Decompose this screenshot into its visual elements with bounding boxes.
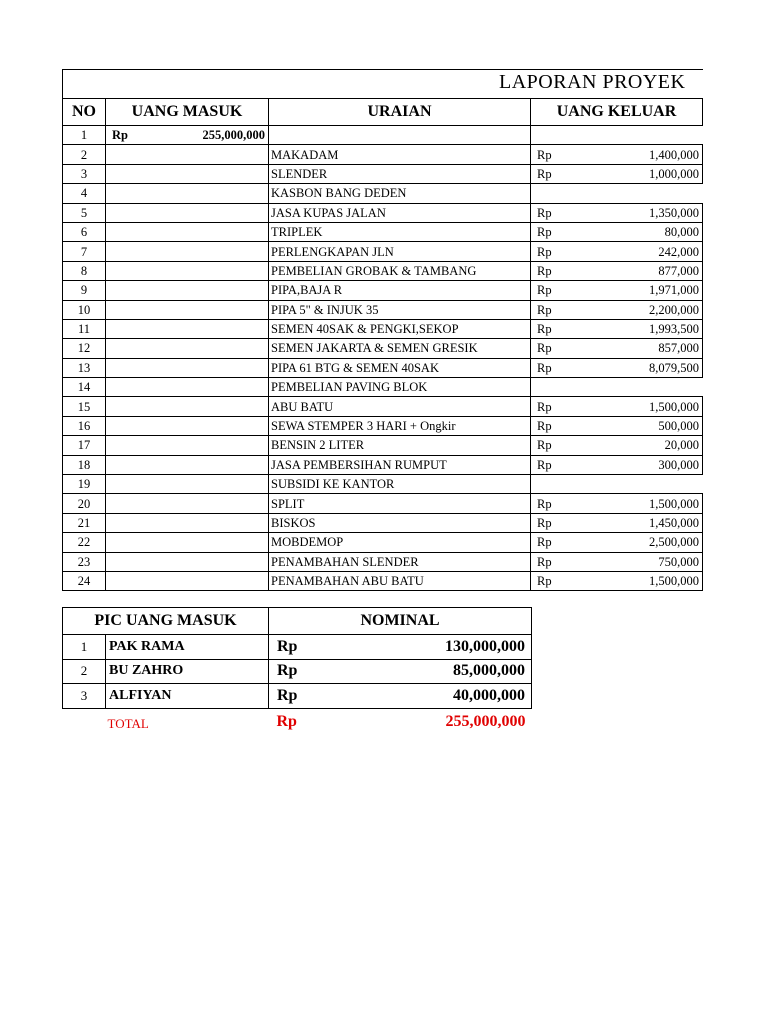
- cell-no[interactable]: 3: [63, 164, 106, 183]
- header-nominal[interactable]: NOMINAL: [269, 608, 532, 635]
- currency-label: Rp: [537, 535, 552, 550]
- cell-uraian[interactable]: TRIPLEK: [269, 222, 531, 241]
- currency-label: Rp: [537, 283, 552, 298]
- total-amount-cell[interactable]: [269, 708, 532, 736]
- cell-uang-masuk[interactable]: [106, 358, 269, 377]
- currency-label: Rp: [537, 419, 552, 434]
- cell-uang-masuk[interactable]: [106, 436, 269, 455]
- amount-out: 1,971,000: [649, 283, 699, 298]
- pic-amount-cell[interactable]: [269, 659, 532, 684]
- header-uang-masuk[interactable]: UANG MASUK: [106, 99, 269, 126]
- cell-uang-keluar[interactable]: [531, 436, 703, 455]
- cell-uang-keluar[interactable]: [531, 300, 703, 319]
- cell-no[interactable]: 21: [63, 513, 106, 532]
- amount-out: 1,000,000: [649, 166, 699, 181]
- pic-amount: 40,000,000: [453, 686, 525, 704]
- cell-uraian[interactable]: PEMBELIAN GROBAK & TAMBANG: [269, 261, 531, 280]
- cell-no[interactable]: 11: [63, 319, 106, 338]
- amount-out: 500,000: [658, 419, 699, 434]
- cell-uraian[interactable]: ABU BATU: [269, 397, 531, 416]
- currency-label: Rp: [537, 457, 552, 472]
- pic-no[interactable]: 3: [63, 684, 106, 709]
- total-label-cell[interactable]: [63, 708, 269, 736]
- amount-out: 8,079,500: [649, 360, 699, 375]
- cell-uang-masuk[interactable]: [106, 300, 269, 319]
- table-row: [63, 319, 703, 338]
- currency-label: Rp: [537, 225, 552, 240]
- cell-uang-keluar[interactable]: [531, 475, 703, 494]
- currency-label: Rp: [537, 205, 552, 220]
- cell-uang-keluar[interactable]: [531, 126, 703, 145]
- total-label: TOTAL: [107, 715, 149, 731]
- table-row: [63, 571, 703, 590]
- table-row: [63, 281, 703, 300]
- cell-no[interactable]: 13: [63, 358, 106, 377]
- cell-no[interactable]: 15: [63, 397, 106, 416]
- cell-uang-keluar[interactable]: [531, 222, 703, 241]
- cell-uang-keluar[interactable]: [531, 242, 703, 261]
- cell-no[interactable]: 10: [63, 300, 106, 319]
- table-row: [63, 164, 703, 183]
- cell-uang-masuk[interactable]: [106, 242, 269, 261]
- amount-out: 2,200,000: [649, 302, 699, 317]
- table-row: [63, 397, 703, 416]
- table-row: [63, 475, 703, 494]
- pic-amount: 85,000,000: [453, 662, 525, 680]
- cell-uraian[interactable]: PIPA 61 BTG & SEMEN 40SAK: [269, 358, 531, 377]
- amount-out: 1,450,000: [649, 516, 699, 530]
- amount-in: 255,000,000: [202, 128, 265, 143]
- cell-uang-masuk[interactable]: [106, 184, 269, 203]
- amount-out: 242,000: [658, 244, 699, 259]
- cell-uang-keluar[interactable]: [531, 164, 703, 183]
- cell-uang-keluar[interactable]: [531, 145, 703, 164]
- cell-uang-masuk[interactable]: [106, 261, 269, 280]
- amount-out: 2,500,000: [649, 535, 699, 550]
- pic-amount: 130,000,000: [445, 637, 525, 655]
- cell-uraian[interactable]: BENSIN 2 LITER: [269, 436, 531, 455]
- pic-header-row: [63, 608, 532, 635]
- cell-uang-keluar[interactable]: [531, 494, 703, 513]
- pic-name[interactable]: PAK RAMA: [106, 635, 269, 660]
- title-cell[interactable]: [63, 70, 703, 99]
- amount-out: 1,500,000: [649, 574, 699, 589]
- cell-uang-masuk[interactable]: [106, 203, 269, 222]
- cell-no[interactable]: 16: [63, 416, 106, 435]
- title-row: [63, 70, 703, 99]
- cell-uang-keluar[interactable]: [531, 533, 703, 552]
- cell-no[interactable]: 6: [63, 222, 106, 241]
- currency-label: Rp: [537, 399, 552, 414]
- report-body: [63, 126, 703, 591]
- amount-out: 1,500,000: [649, 496, 699, 511]
- amount-out: 1,993,500: [649, 322, 699, 337]
- currency-label: Rp: [537, 302, 552, 317]
- cell-no[interactable]: 23: [63, 552, 106, 571]
- cell-no[interactable]: 8: [63, 261, 106, 280]
- table-row: [63, 261, 703, 280]
- cell-uang-masuk[interactable]: [106, 494, 269, 513]
- cell-no[interactable]: 22: [63, 533, 106, 552]
- cell-no[interactable]: 5: [63, 203, 106, 222]
- cell-no[interactable]: 9: [63, 281, 106, 300]
- cell-uang-keluar[interactable]: [531, 261, 703, 280]
- cell-no[interactable]: 2: [63, 145, 106, 164]
- cell-no[interactable]: 24: [63, 571, 106, 590]
- cell-uraian[interactable]: MAKADAM: [269, 145, 531, 164]
- cell-uang-masuk[interactable]: [106, 533, 269, 552]
- currency-label: Rp: [537, 574, 552, 589]
- cell-uraian[interactable]: JASA KUPAS JALAN: [269, 203, 531, 222]
- cell-no[interactable]: 4: [63, 184, 106, 203]
- currency-label: Rp: [537, 263, 552, 278]
- cell-uang-masuk[interactable]: [106, 475, 269, 494]
- pic-no[interactable]: 1: [63, 635, 106, 660]
- cell-uang-masuk[interactable]: [106, 339, 269, 358]
- cell-uang-masuk[interactable]: [106, 513, 269, 532]
- pic-row: [63, 635, 532, 660]
- cell-uraian[interactable]: PIPA 5" & INJUK 35: [269, 300, 531, 319]
- pic-row: [63, 659, 532, 684]
- table-row: [63, 126, 703, 145]
- cell-uraian[interactable]: PIPA,BAJA R: [269, 281, 531, 300]
- currency-label: Rp: [537, 322, 552, 337]
- cell-uang-masuk[interactable]: [106, 222, 269, 241]
- cell-uang-keluar[interactable]: [531, 281, 703, 300]
- cell-no[interactable]: 1: [63, 126, 106, 145]
- currency-label: Rp: [537, 516, 552, 530]
- table-row: [63, 242, 703, 261]
- header-row: [63, 99, 703, 126]
- pic-name[interactable]: BU ZAHRO: [106, 659, 269, 684]
- header-uang-keluar[interactable]: UANG KELUAR: [531, 99, 703, 126]
- cell-uang-masuk[interactable]: [106, 571, 269, 590]
- cell-no[interactable]: 7: [63, 242, 106, 261]
- table-row: [63, 436, 703, 455]
- table-row: [63, 184, 703, 203]
- cell-no[interactable]: 19: [63, 475, 106, 494]
- table-row: [63, 222, 703, 241]
- cell-uang-keluar[interactable]: [531, 571, 703, 590]
- amount-out: 750,000: [658, 554, 699, 569]
- header-no[interactable]: NO: [63, 99, 106, 126]
- cell-uraian[interactable]: SEMEN JAKARTA & SEMEN GRESIK: [269, 339, 531, 358]
- table-row: [63, 533, 703, 552]
- table-row: [63, 455, 703, 474]
- pic-currency: Rp: [277, 662, 298, 680]
- table-row: [63, 203, 703, 222]
- cell-uraian[interactable]: SEMEN 40SAK & PENGKI,SEKOP: [269, 319, 531, 338]
- cell-uang-masuk[interactable]: [106, 281, 269, 300]
- pic-table: [62, 607, 532, 736]
- amount-out: 1,500,000: [649, 399, 699, 414]
- table-row: [63, 416, 703, 435]
- cell-uang-keluar[interactable]: [531, 552, 703, 571]
- currency-label: Rp: [537, 496, 552, 511]
- currency-label: Rp: [537, 554, 552, 569]
- cell-no[interactable]: 18: [63, 455, 106, 474]
- cell-uraian[interactable]: BISKOS: [269, 513, 531, 532]
- cell-uang-masuk[interactable]: [106, 397, 269, 416]
- table-row: [63, 339, 703, 358]
- cell-uang-masuk[interactable]: [106, 145, 269, 164]
- cell-uraian[interactable]: KASBON BANG DEDEN: [269, 184, 531, 203]
- cell-uang-masuk[interactable]: [106, 416, 269, 435]
- cell-uraian[interactable]: PEMBELIAN PAVING BLOK: [269, 378, 531, 397]
- currency-label: Rp: [537, 438, 552, 453]
- table-row: [63, 300, 703, 319]
- table-row: [63, 513, 703, 532]
- pic-row: [63, 684, 532, 709]
- currency-label: Rp: [537, 147, 552, 162]
- cell-uang-keluar[interactable]: [531, 416, 703, 435]
- table-row: [63, 494, 703, 513]
- cell-uang-masuk[interactable]: [106, 552, 269, 571]
- currency-label: Rp: [537, 244, 552, 259]
- amount-out: 1,350,000: [649, 205, 699, 220]
- cell-uang-keluar[interactable]: [531, 184, 703, 203]
- cell-uang-masuk[interactable]: [106, 164, 269, 183]
- cell-uraian[interactable]: SPLIT: [269, 494, 531, 513]
- cell-uraian[interactable]: PENAMBAHAN SLENDER: [269, 552, 531, 571]
- cell-uang-masuk[interactable]: [106, 455, 269, 474]
- pic-amount-cell[interactable]: [269, 684, 532, 709]
- cell-no[interactable]: 12: [63, 339, 106, 358]
- header-pic-uang-masuk[interactable]: PIC UANG MASUK: [63, 608, 269, 635]
- currency-label: Rp: [537, 360, 552, 375]
- cell-uraian[interactable]: PERLENGKAPAN JLN: [269, 242, 531, 261]
- cell-uang-keluar[interactable]: [531, 339, 703, 358]
- cell-no[interactable]: 14: [63, 378, 106, 397]
- total-row: [63, 708, 532, 736]
- cell-uang-masuk[interactable]: [106, 126, 269, 145]
- currency-label: Rp: [537, 166, 552, 181]
- currency-label: Rp: [537, 341, 552, 356]
- cell-uang-masuk[interactable]: [106, 378, 269, 397]
- currency-label: Rp: [112, 128, 128, 143]
- pic-name[interactable]: ALFIYAN: [106, 684, 269, 709]
- cell-uang-keluar[interactable]: [531, 203, 703, 222]
- amount-out: 877,000: [658, 263, 699, 278]
- pic-no[interactable]: 2: [63, 659, 106, 684]
- amount-out: 80,000: [664, 225, 699, 240]
- pic-currency: Rp: [277, 686, 298, 704]
- pic-amount-cell[interactable]: [269, 635, 532, 660]
- cell-uraian[interactable]: PENAMBAHAN ABU BATU: [269, 571, 531, 590]
- cell-uang-keluar[interactable]: [531, 378, 703, 397]
- amount-out: 300,000: [658, 457, 699, 472]
- total-amount: 255,000,000: [445, 713, 526, 730]
- amount-out: 20,000: [664, 438, 699, 453]
- project-report-table: [62, 69, 703, 591]
- cell-uang-keluar[interactable]: [531, 513, 703, 532]
- cell-no[interactable]: 20: [63, 494, 106, 513]
- table-row: [63, 358, 703, 377]
- cell-uang-keluar[interactable]: [531, 397, 703, 416]
- cell-uraian[interactable]: SUBSIDI KE KANTOR: [269, 475, 531, 494]
- cell-no[interactable]: 17: [63, 436, 106, 455]
- pic-currency: Rp: [277, 637, 298, 655]
- table-row: [63, 552, 703, 571]
- cell-uang-masuk[interactable]: [106, 319, 269, 338]
- cell-uraian[interactable]: SEWA STEMPER 3 HARI + Ongkir: [269, 416, 531, 435]
- cell-uang-keluar[interactable]: [531, 455, 703, 474]
- table-row: [63, 378, 703, 397]
- total-currency: Rp: [276, 713, 297, 730]
- pic-body: [63, 635, 532, 709]
- amount-out: 1,400,000: [649, 147, 699, 162]
- cell-uang-keluar[interactable]: [531, 358, 703, 377]
- report-title: LAPORAN PROYEK: [499, 71, 686, 93]
- table-row: [63, 145, 703, 164]
- cell-uraian[interactable]: MOBDEMOP: [269, 533, 531, 552]
- header-uraian[interactable]: URAIAN: [269, 99, 531, 126]
- cell-uraian[interactable]: [269, 126, 531, 145]
- cell-uang-keluar[interactable]: [531, 319, 703, 338]
- amount-out: 857,000: [658, 341, 699, 356]
- cell-uraian[interactable]: SLENDER: [269, 164, 531, 183]
- cell-uraian[interactable]: JASA PEMBERSIHAN RUMPUT: [269, 455, 531, 474]
